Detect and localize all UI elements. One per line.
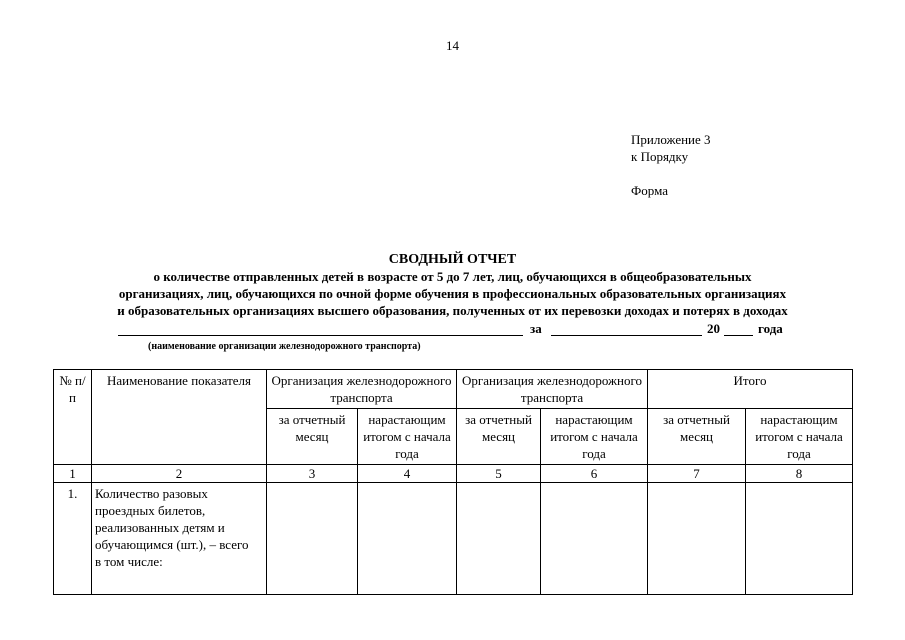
year-field[interactable] — [724, 321, 753, 336]
row-number: 1. — [54, 483, 92, 595]
column-number: 3 — [267, 465, 358, 483]
header-total: Итого — [648, 370, 853, 409]
header-num: № п/п — [54, 370, 92, 465]
column-number: 7 — [648, 465, 746, 483]
period-for-label: за — [530, 321, 542, 336]
table-row — [54, 483, 853, 595]
column-number-row — [54, 465, 853, 483]
column-number: 1 — [54, 465, 92, 483]
value-cell-cumulative-org-2[interactable] — [541, 483, 648, 595]
column-number: 2 — [92, 465, 267, 483]
value-cell-month-org-2[interactable] — [457, 483, 541, 595]
row-name: Количество разовых проездных билетов, реализованных детям и обучающимся (шт.), – всего — [95, 486, 249, 552]
value-cell-month-total[interactable] — [648, 483, 746, 595]
form-label: Форма — [631, 183, 668, 198]
column-number: 8 — [746, 465, 853, 483]
report-title-block — [0, 251, 905, 319]
value-cell-cumulative-total[interactable] — [746, 483, 853, 595]
page-number: 14 — [446, 38, 459, 53]
header-org-2: Организация железнодорожного транспорта — [457, 370, 648, 409]
subheader-cumulative-total: нарастающим итогом с начала года — [746, 409, 853, 465]
appendix-title: Приложение 3 — [631, 132, 711, 147]
year-prefix: 20 — [707, 321, 720, 336]
row-subtitle: в том числе: — [95, 554, 163, 569]
organization-name-field[interactable] — [118, 321, 523, 336]
value-cell-cumulative-org-1[interactable] — [358, 483, 457, 595]
column-number: 5 — [457, 465, 541, 483]
year-label: года — [758, 321, 783, 336]
report-title: СВОДНЫЙ ОТЧЕТ — [388, 252, 517, 267]
subheader-month-total: за отчетный месяц — [648, 409, 746, 465]
report-subtitle-line-2: организациях, лиц, обучающихся по очной форме обучения в профессиональных образовательных организациях — [118, 286, 787, 301]
period-field[interactable] — [551, 321, 702, 336]
subheader-cumulative-org-1: нарастающим итогом с начала года — [358, 409, 457, 465]
appendix-block — [631, 131, 711, 199]
report-subtitle-line-3: и образовательных организациях высшего образования, полученных от их перевозки доходах и потерях в доходах — [117, 303, 788, 318]
column-number: 4 — [358, 465, 457, 483]
appendix-reference: к Порядку — [631, 149, 689, 164]
row-name-cell — [92, 483, 267, 595]
report-subtitle-line-1: о количестве отправленных детей в возрасте от 5 до 7 лет, лиц, обучающихся в общеобразовательных — [153, 269, 752, 284]
subheader-month-org-2: за отчетный месяц — [457, 409, 541, 465]
column-number: 6 — [541, 465, 648, 483]
subheader-cumulative-org-2: нарастающим итогом с начала года — [541, 409, 648, 465]
organization-name-hint: (наименование организации железнодорожного транспорта) — [148, 341, 421, 352]
header-name: Наименование показателя — [92, 370, 267, 465]
header-org-1: Организация железнодорожного транспорта — [267, 370, 457, 409]
value-cell-month-org-1[interactable] — [267, 483, 358, 595]
subheader-month-org-1: за отчетный месяц — [267, 409, 358, 465]
report-table — [53, 369, 853, 595]
table-header-row — [54, 370, 853, 409]
